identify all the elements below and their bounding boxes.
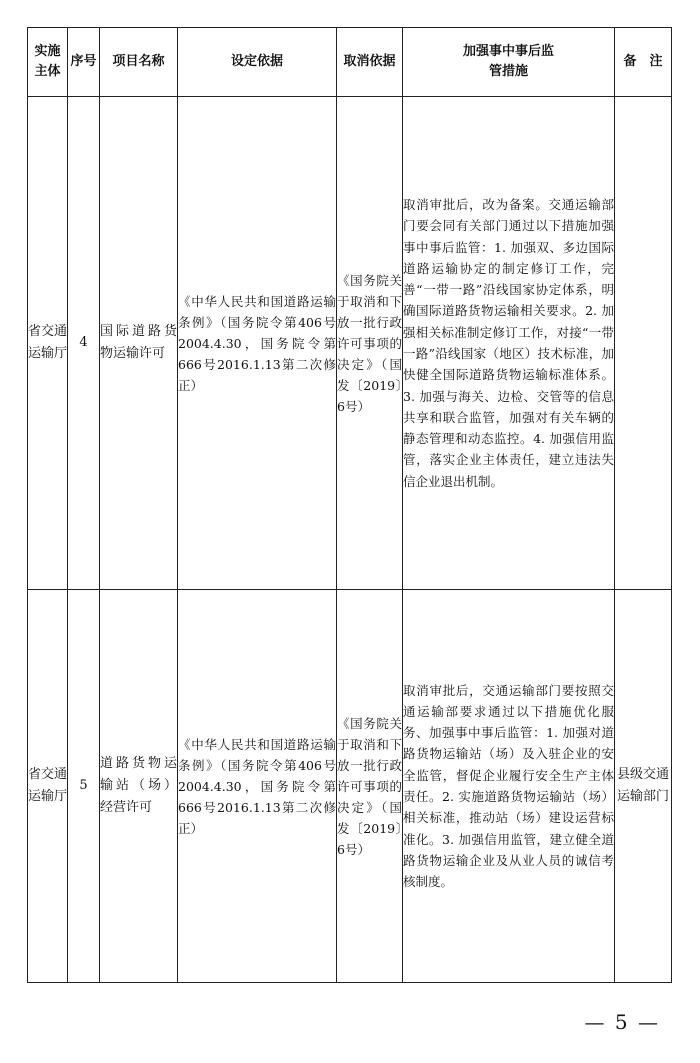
cancel-cell: 《国务院关于取消和下放一批行政许可事项的决定》（国发〔2019〕6号） [337, 590, 403, 983]
basis-cell: 《中华人民共和国道路运输条例》（国务院令第406号2004.4.30，国务院令第666号2016.1.13第二次修正） [178, 97, 337, 590]
header-subject: 实施主体 [28, 28, 68, 97]
measures-cell: 取消审批后，改为备案。交通运输部门要会同有关部门通过以下措施加强事中事后监管：1. 加强双、多边国际道路运输协定的制定修订工作，完善“一带一路”沿线国家协定体系，明确国际道路货物运输相关要求。2. 加强相关标准制定修订工作，对接“一带一路”沿线国家（地区）技术标准，加快健全国际道路货物运输标准体系。3. 加强与海关、边检、交管等的信息共享和联合监管，加强对有关车辆的静态管理和动态监控。4. 加强信用监管，落实企业主体责任，建立违法失信企业退出机制。 [403, 97, 615, 590]
header-cancel: 取消依据 [337, 28, 403, 97]
header-measures: 加强事中事后监管措施 [403, 28, 615, 97]
table-row [28, 97, 672, 590]
header-basis: 设定依据 [178, 28, 337, 97]
measures-cell: 取消审批后，交通运输部门要按照交通运输部要求通过以下措施优化服务、加强事中事后监管：1. 加强对道路货物运输站（场）及入驻企业的安全监管，督促企业履行安全生产主体责任。2. 实施道路货物运输站（场）相关标准，推动站（场）建设运营标准化。3. 加强信用监管，建立健全道路货物运输企业及从业人员的诚信考核制度。 [403, 590, 615, 983]
subject-cell: 省交通运输厅 [28, 97, 68, 590]
page-number: — 5 — [584, 1010, 660, 1034]
basis-cell: 《中华人民共和国道路运输条例》（国务院令第406号2004.4.30，国务院令第666号2016.1.13第二次修正） [178, 590, 337, 983]
header-row [28, 28, 672, 97]
table-row [28, 590, 672, 983]
subject-cell: 省交通运输厅 [28, 590, 68, 983]
name-cell: 道路货物运输站（场）经营许可 [100, 590, 178, 983]
header-remark: 备 注 [615, 28, 672, 97]
remark-cell: 县级交通运输部门 [615, 590, 672, 983]
no-cell: 5 [68, 590, 100, 983]
remark-cell [615, 97, 672, 590]
name-cell: 国际道路货物运输许可 [100, 97, 178, 590]
header-no: 序号 [68, 28, 100, 97]
header-name: 项目名称 [100, 28, 178, 97]
cancel-cell: 《国务院关于取消和下放一批行政许可事项的决定》（国发〔2019〕6号） [337, 97, 403, 590]
items-table [27, 27, 672, 983]
no-cell: 4 [68, 97, 100, 590]
